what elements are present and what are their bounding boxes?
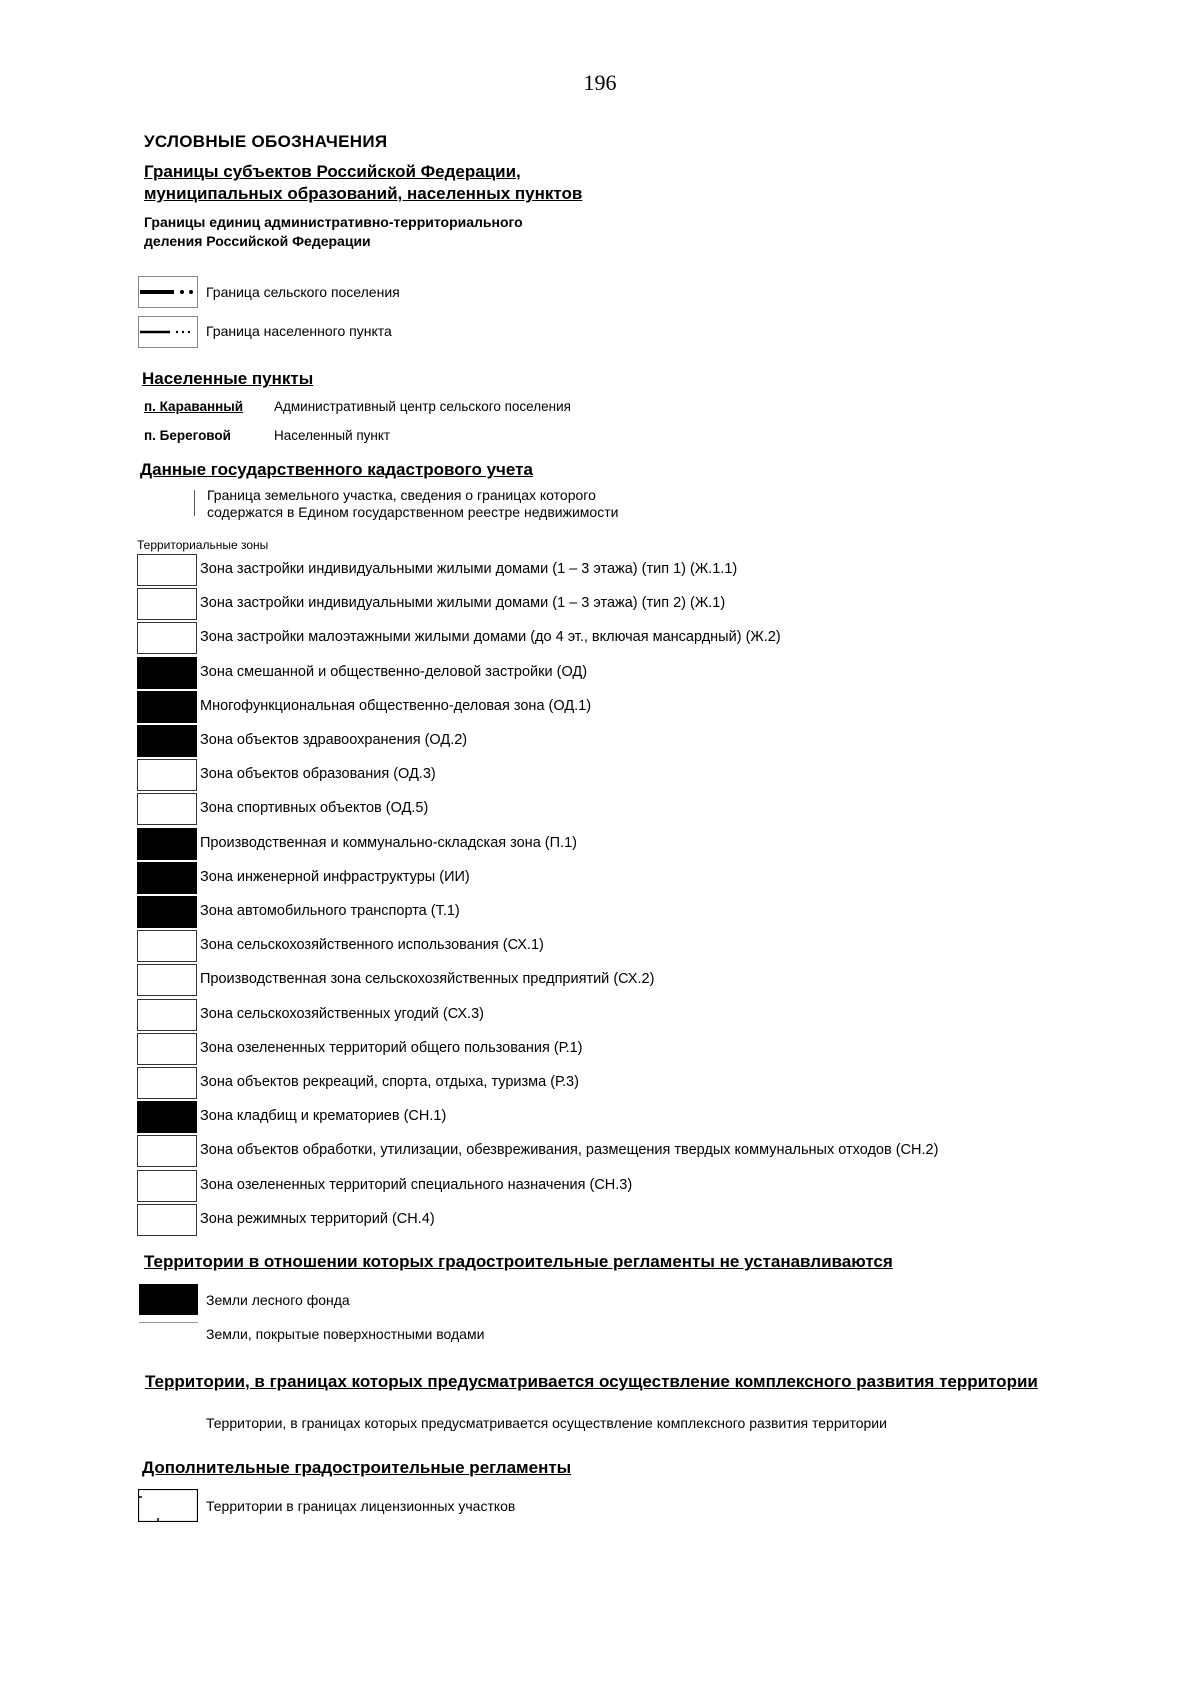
zone-swatch	[137, 896, 197, 928]
zone-label: Зона сельскохозяйственного использования (СХ.1)	[200, 937, 544, 953]
page-number: 196	[583, 70, 617, 95]
zone-label: Зона инженерной инфраструктуры (ИИ)	[200, 869, 470, 885]
zone-swatch	[137, 657, 197, 689]
zone-swatch	[137, 964, 197, 996]
zone-label: Зона спортивных объектов (ОД.5)	[200, 800, 429, 816]
zone-swatch	[137, 588, 197, 620]
settlement-name: п. Береговой	[144, 428, 231, 443]
zones-caption: Территориальные зоны	[137, 538, 269, 552]
zone-label: Зона объектов рекреаций, спорта, отдыха, туризма (Р.3)	[200, 1074, 579, 1090]
zone-label: Зона режимных территорий (СН.4)	[200, 1211, 435, 1227]
borders-heading: Границы субъектов Российской Федерации, муниципальных образований, населенных пунктов	[144, 162, 583, 203]
land-plot-border-label: Граница земельного участка, сведения о границах которого содержатся в Едином государственном реестре недвижимости	[207, 487, 619, 520]
settlement-border-label: Граница населенного пункта	[206, 323, 392, 339]
zone-swatch	[137, 622, 197, 654]
zone-swatch	[137, 999, 197, 1031]
admin-center-name: п. Караванный	[144, 399, 244, 414]
license-area-icon	[138, 1489, 198, 1522]
zone-swatch	[137, 1067, 197, 1099]
water-lands-label: Земли, покрытые поверхностными водами	[206, 1326, 485, 1342]
zone-label: Зона кладбищ и крематориев (СН.1)	[200, 1108, 447, 1124]
rural-settlement-border-icon	[138, 276, 198, 308]
zone-swatch	[137, 930, 197, 962]
zone-label: Зона застройки индивидуальными жилыми домами (1 – 3 этажа) (тип 1) (Ж.1.1)	[200, 561, 738, 577]
license-area-label: Территории в границах лицензионных участков	[206, 1498, 516, 1514]
zone-label: Зона объектов образования (ОД.3)	[200, 766, 436, 782]
forest-fund-label: Земли лесного фонда	[206, 1292, 350, 1308]
additional-regulations-heading: Дополнительные градостроительные регламенты	[142, 1458, 572, 1477]
settlements-heading: Населенные пункты	[142, 369, 314, 388]
water-lands-swatch	[139, 1322, 198, 1323]
zone-label: Многофункциональная общественно-деловая зона (ОД.1)	[200, 698, 592, 714]
zone-swatch	[137, 1101, 197, 1133]
zone-swatch	[137, 1135, 197, 1167]
zone-swatch	[137, 1204, 197, 1236]
cadastre-heading: Данные государственного кадастрового учета	[140, 460, 533, 479]
zone-label: Производственная и коммунально-складская зона (П.1)	[200, 835, 577, 851]
zone-label: Зона озелененных территорий общего пользования (Р.1)	[200, 1040, 583, 1056]
zone-swatch	[137, 793, 197, 825]
zone-swatch	[137, 862, 197, 894]
zone-label: Зона озелененных территорий специального назначения (СН.3)	[200, 1177, 633, 1193]
settlement-border-icon	[138, 316, 198, 348]
zone-swatch	[137, 759, 197, 791]
complex-development-heading: Территории, в границах которых предусматривается осуществление комплексного развития территории	[145, 1372, 1038, 1391]
settlement-description: Населенный пункт	[274, 428, 391, 443]
zone-swatch	[137, 725, 197, 757]
zone-label: Зона сельскохозяйственных угодий (СХ.3)	[200, 1006, 484, 1022]
zone-label: Зона застройки индивидуальными жилыми домами (1 – 3 этажа) (тип 2) (Ж.1)	[200, 595, 726, 611]
zone-label: Зона объектов здравоохранения (ОД.2)	[200, 732, 468, 748]
zone-swatch	[137, 691, 197, 723]
zone-label: Производственная зона сельскохозяйственных предприятий (СХ.2)	[200, 971, 655, 987]
zone-label: Зона смешанной и общественно-деловой застройки (ОД)	[200, 664, 588, 680]
zone-label: Зона застройки малоэтажными жилыми домами (до 4 эт., включая мансардный) (Ж.2)	[200, 629, 781, 645]
zone-swatch	[137, 554, 197, 586]
zone-swatch	[137, 828, 197, 860]
admin-center-description: Административный центр сельского поселения	[274, 399, 571, 414]
zone-swatch	[137, 1033, 197, 1065]
zone-swatch	[137, 1170, 197, 1202]
legend-title: УСЛОВНЫЕ ОБОЗНАЧЕНИЯ	[144, 132, 388, 151]
admin-division-subheading: Границы единиц административно-территориального деления Российской Федерации	[144, 214, 523, 249]
rural-settlement-border-label: Граница сельского поселения	[206, 284, 400, 300]
no-regulations-heading: Территории в отношении которых градостроительные регламенты не устанавливаются	[144, 1252, 893, 1271]
zone-label: Зона объектов обработки, утилизации, обезвреживания, размещения твердых коммунальных отходов (СН.2)	[200, 1142, 939, 1158]
forest-fund-swatch	[139, 1284, 198, 1315]
zone-label: Зона автомобильного транспорта (Т.1)	[200, 903, 460, 919]
land-plot-border-icon	[194, 490, 196, 516]
complex-development-label: Территории, в границах которых предусматривается осуществление комплексного развития территории	[206, 1415, 887, 1431]
